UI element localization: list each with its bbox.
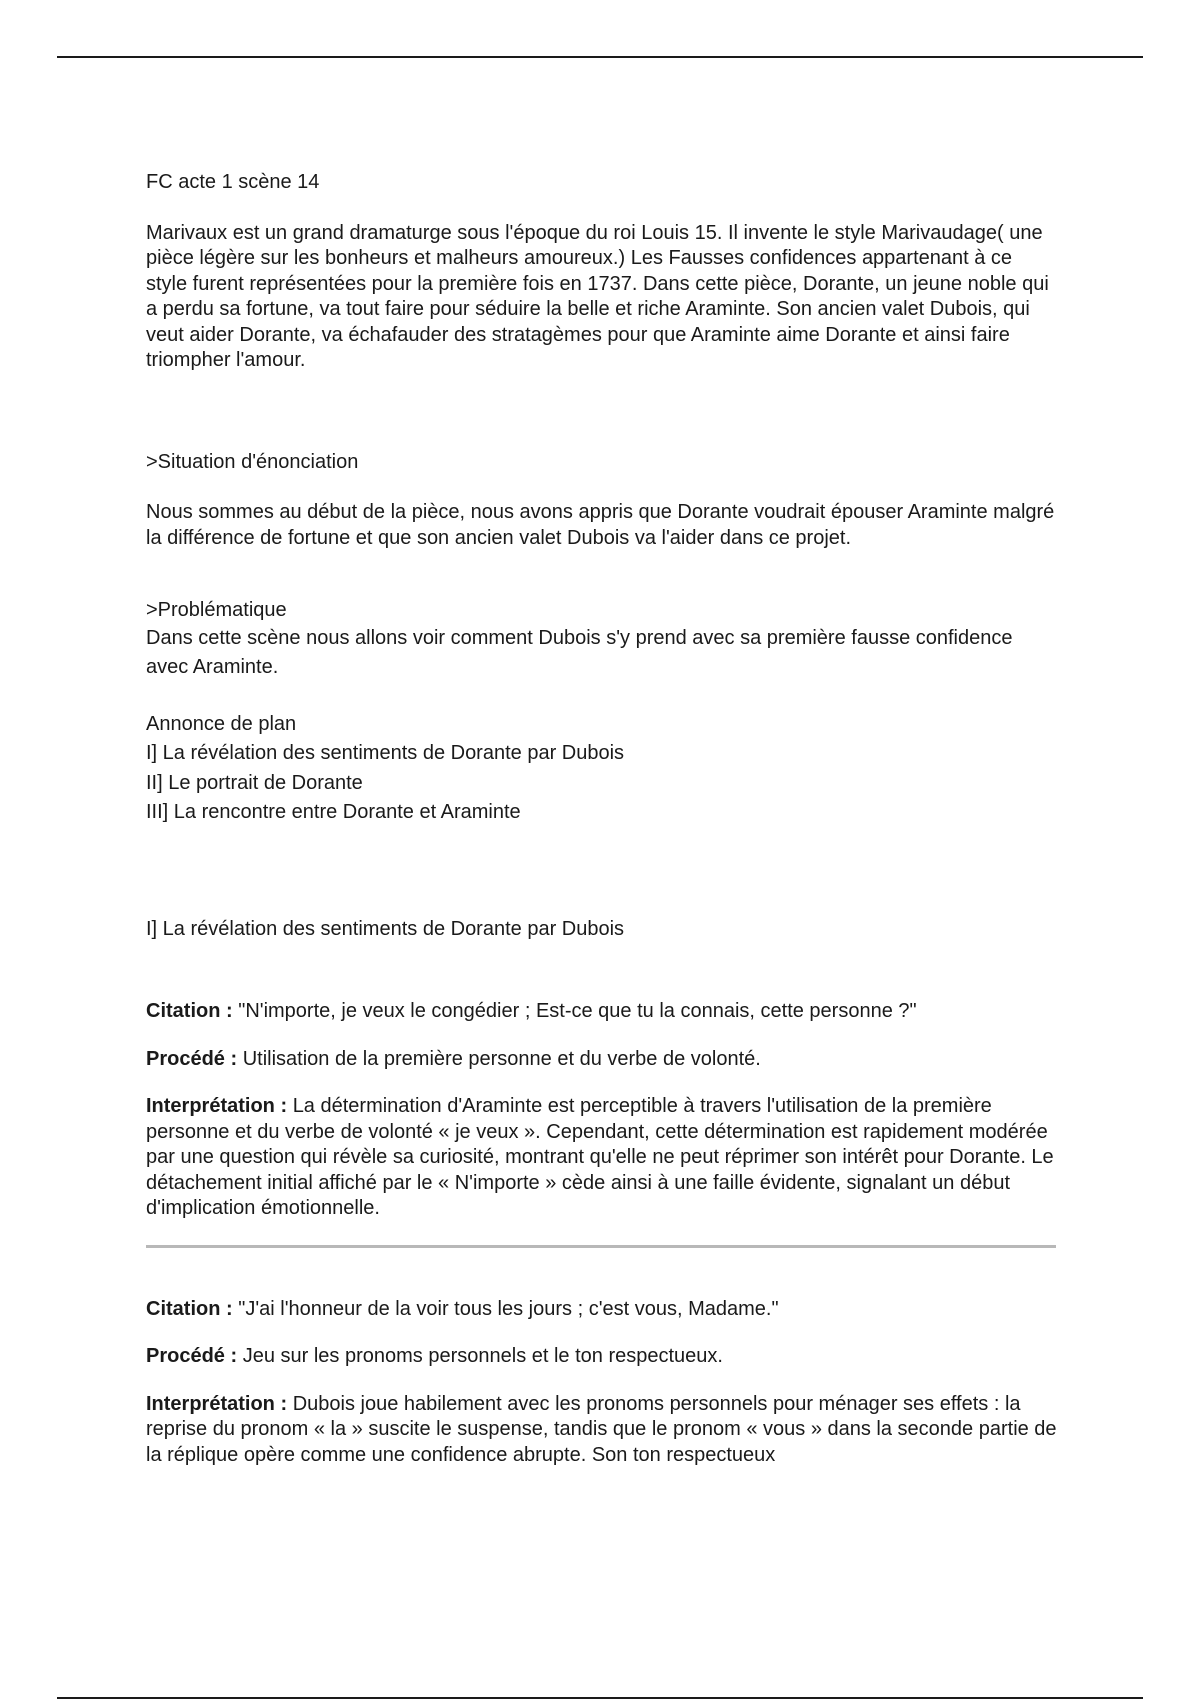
interpretation-label: Interprétation : (146, 1095, 288, 1117)
problem-heading: >Problématique (146, 599, 287, 621)
situation-paragraph: Nous sommes au début de la pièce, nous avons appris que Dorante voudrait épouser Araminte malgré la différence de fortune et que son ancien valet Dubois va l'aider dans ce projet. (146, 501, 1055, 549)
plan-heading: Annonce de plan (146, 712, 297, 735)
doc-title: FC acte 1 scène 14 (146, 171, 320, 193)
procede-label: Procédé : (146, 1345, 238, 1367)
procede-2 (146, 1344, 1058, 1370)
procede-text: Utilisation de la première personne et du verbe de volonté. (242, 1047, 761, 1070)
interpretation-1 (146, 1094, 1058, 1222)
citation-text: "J'ai l'honneur de la voir tous les jours ; c'est vous, Madame." (238, 1297, 779, 1320)
procede-label: Procédé : (146, 1047, 238, 1070)
interpretation-label: Interprétation : (146, 1392, 288, 1415)
citation-label: Citation : (146, 1000, 233, 1022)
part1-heading: I] La révélation des sentiments de Dorante par Dubois (146, 917, 625, 940)
problem-paragraph: Dans cette scène nous allons voir comment Dubois s'y prend avec sa première fausse confidence avec Araminte. (146, 626, 1013, 678)
interpretation-text: La détermination d'Araminte est perceptible à travers l'utilisation de la première personne et du verbe de volonté « je veux ». Cependant, cette détermination est rapidement modérée par une question qui révèle sa curiosité, montrant qu'elle ne peut réprimer son intérêt pour Dorante. Le détachement initial affiché par le « N'importe » cède ainsi à une faille évidente, signalant un début d'implication émotionnelle. (146, 1095, 1054, 1219)
interpretation-text: Dubois joue habilement avec les pronoms personnels pour ménager ses effets : la reprise du pronom « la » suscite le suspense, tandis que le pronom « vous » dans la seconde partie de la réplique opère comme une confidence abrupte. Son ton respectueux (146, 1392, 1057, 1466)
plan-item: III] La rencontre entre Dorante et Araminte (146, 801, 521, 823)
situation-heading: >Situation d'énonciation (146, 450, 359, 473)
document-page (146, 170, 1058, 1468)
procede-text: Jeu sur les pronoms personnels et le ton respectueux. (242, 1345, 723, 1367)
intro-paragraph: Marivaux est un grand dramaturge sous l'époque du roi Louis 15. Il invente le style Marivaudage( une pièce légère sur les bonheurs et malheurs amoureux.) Les Fausses confidences appartenant à ce style furent représentées pour la première fois en 1737. Dans cette pièce, Dorante, un jeune noble qui a perdu sa fortune, va tout faire pour séduire la belle et riche Araminte. Son ancien valet Dubois, qui veut aider Dorante, va échafauder des stratagèmes pour que Araminte aime Dorante et ainsi faire triompher l'amour. (146, 221, 1049, 371)
citation-text: "N'importe, je veux le congédier ; Est-ce que tu la connais, cette personne ?" (238, 1000, 917, 1022)
procede-1 (146, 1047, 1058, 1073)
citation-2 (146, 1297, 1058, 1323)
footer-rule (57, 1697, 1143, 1699)
interpretation-2 (146, 1392, 1058, 1469)
header-rule (57, 56, 1143, 58)
plan-item: I] La révélation des sentiments de Dorante par Dubois (146, 742, 625, 764)
plan-item: II] Le portrait de Dorante (146, 771, 363, 794)
citation-label: Citation : (146, 1297, 233, 1320)
citation-1 (146, 999, 1058, 1025)
